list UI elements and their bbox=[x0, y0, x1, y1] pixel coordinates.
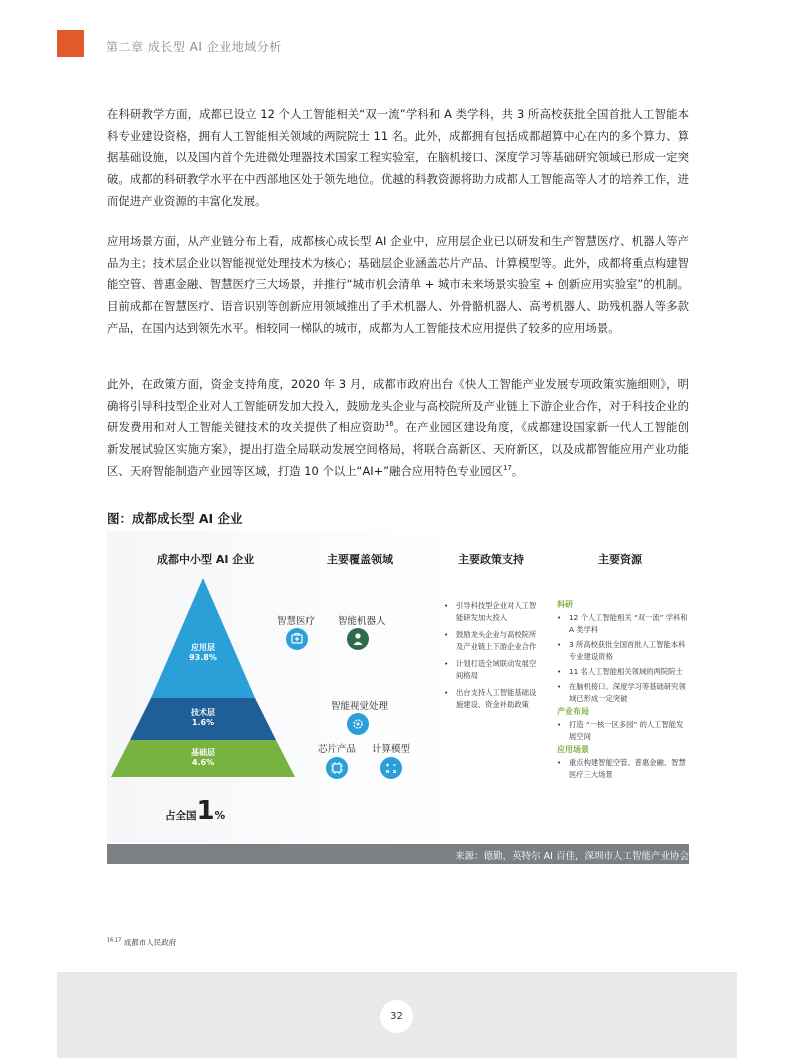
resource-heading-application: 应用场景 bbox=[557, 745, 589, 754]
policy-list bbox=[444, 600, 540, 716]
calculator-icon bbox=[380, 757, 402, 779]
page-number: 32 bbox=[380, 1000, 413, 1033]
chip-icon bbox=[326, 757, 348, 779]
policy-item: • 出台支持人工智能基础设施建设、资金补助政策 bbox=[444, 687, 540, 711]
policy-item: • 引导科技型企业对人工智能研发加大投入 bbox=[444, 600, 540, 624]
resource-item: • 打造 “一核一区多园” 的人工智能发展空间 bbox=[557, 719, 689, 743]
pyramid-layer-application bbox=[151, 578, 255, 698]
chapter-color-block bbox=[57, 30, 84, 57]
paragraph-policy: 此外，在政策方面，资金支持角度，2020 年 3 月，成都市政府出台《快人工智能产业发展专项政策实施细则》，明确将引导科技型企业对人工智能研发加大投入，鼓励龙头企业与高校院所及产业链上下游企业合作，对于科技企业的研发费用和对人工智能关键技术的攻关提供了相应资助$^{16}$。在产业园区建设角度，《成都建设国家新一代人工智能创新发展试验区实施方案》，提出打造全局联动发展空间格局，将联合高新区、天府新区，以及成都智能应用产业功能区、天府智能制造产业园等区域，打造 10 个以上“AI+”融合应用特色专业园区$^{17}$。 bbox=[107, 377, 689, 478]
footnote-ref-16: 16 bbox=[384, 420, 394, 429]
column-header-resources: 主要资源 bbox=[598, 553, 642, 566]
area-label-model: 计算模型 bbox=[372, 744, 411, 755]
medical-kit-icon bbox=[286, 628, 308, 650]
resource-list-research bbox=[557, 612, 689, 705]
resources-panel bbox=[557, 599, 689, 782]
resource-heading-research: 科研 bbox=[557, 600, 573, 609]
policy-item: • 鼓励龙头企业与高校院所及产业链上下游企业合作 bbox=[444, 629, 540, 653]
national-share: 占全国1% bbox=[165, 796, 226, 826]
area-label-chip: 芯片产品 bbox=[318, 744, 357, 755]
resource-item: • 重点构建智能空管、普惠金融、智慧医疗三大场景 bbox=[557, 757, 689, 781]
vision-gear-icon bbox=[347, 713, 369, 735]
figure-source: 来源：德勤，英特尔 AI 百佳，深圳市人工智能产业协会 bbox=[455, 851, 689, 862]
footnote: $^{16,17}$ 成都市人民政府 bbox=[107, 937, 177, 947]
area-label-robot: 智能机器人 bbox=[338, 616, 386, 627]
resource-list-application bbox=[557, 757, 689, 781]
paragraph-applications: 应用场景方面，从产业链分布上看，成都核心成长型 AI 企业中，应用层企业已以研发和生产智慧医疗、机器人等产品为主；技术层企业以智能视觉处理技术为核心；基础层企业涵盖芯片产品、计算模型等。此外，成都将重点构建智能空管、普惠金融、智慧医疗三大场景，并推行“城市机会清单 + 城市未来场景实验室 + 创新应用实验室”的机制。目前成都在智慧医疗、语音识别等创新应用领域推出了手术机器人、外骨骼机器人、高考机器人、助残机器人等多款产品，在国内达到领先水平。相较同一梯队的城市，成都为人工智能技术应用提供了较多的应用场景。 bbox=[107, 234, 689, 335]
robot-person-icon bbox=[347, 628, 369, 650]
layer-label-foundation: 基础层 4.6% bbox=[191, 748, 215, 767]
column-header-pyramid: 成都中小型 AI 企业 bbox=[157, 553, 255, 566]
layer-label-application: 应用层 93.8% bbox=[189, 643, 217, 662]
area-label-medical: 智慧医疗 bbox=[277, 616, 316, 627]
resource-list-industry bbox=[557, 719, 689, 743]
resource-heading-industry: 产业布局 bbox=[557, 707, 589, 716]
resource-item: • 在脑机接口、深度学习等基础研究领域已形成一定突破 bbox=[557, 681, 689, 705]
layer-label-technology: 技术层 1.6% bbox=[191, 708, 215, 727]
resource-item: • 3 所高校获批全国首批人工智能本科专业建设资格 bbox=[557, 639, 689, 663]
area-label-vision: 智能视觉处理 bbox=[331, 701, 389, 712]
policy-item: • 计划打造全域联动发展空间格局 bbox=[444, 658, 540, 682]
resource-item: • 11 名人工智能相关领域的两院院士 bbox=[557, 666, 689, 678]
chapter-header: 第二章 成长型 AI 企业地域分析 bbox=[106, 40, 282, 54]
footnote-ref-17: 17 bbox=[502, 464, 512, 473]
resource-item: • 12 个人工智能相关 “双一流” 学科和 A 类学科 bbox=[557, 612, 689, 636]
column-header-areas: 主要覆盖领域 bbox=[327, 553, 393, 566]
paragraph-research: 在科研教学方面，成都已设立 12 个人工智能相关“双一流”学科和 A 类学科，共 3 所高校获批全国首批人工智能本科专业建设资格，拥有人工智能相关领域的两院院士 11 名。此外，成都拥有包括成都超算中心在内的多个算力、算据基础设施，以及国内首个先进微处理器技术国家工程实验室，在脑机接口、深度学习等基础研究领域已形成一定突破。成都的科研教学水平在中西部地区处于领先地位。优越的科教资源将助力成都人工智能高等人才的培养工作，进而促进产业资源的丰富化发展。 bbox=[107, 107, 689, 208]
column-header-policy: 主要政策支持 bbox=[458, 553, 524, 566]
figure-title: 图：成都成长型 AI 企业 bbox=[107, 511, 243, 526]
